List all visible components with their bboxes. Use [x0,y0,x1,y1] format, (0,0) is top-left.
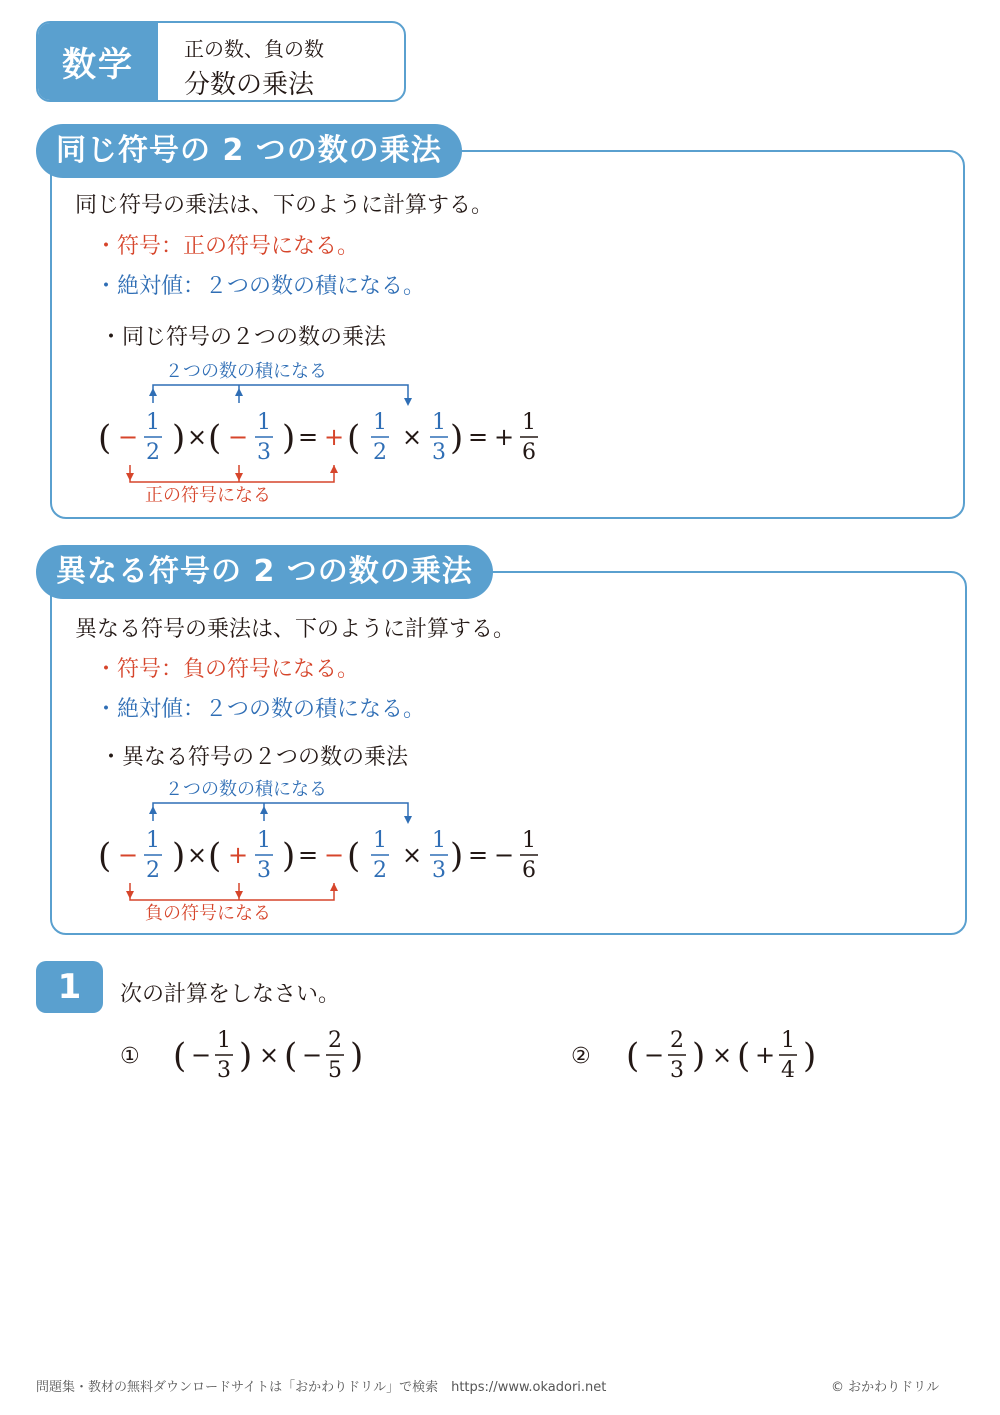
problem-item-1 [115,1025,375,1090]
section2-intro: 異なる符号の乗法は、下のように計算する。 [75,617,516,642]
svg-text:): ) [282,418,296,458]
svg-text:=: = [468,423,489,451]
section2-rule-sign: ・符号：負の符号になる。 [95,657,360,682]
footer-left: 問題集・教材の無料ダウンロードサイトは「おかわりドリル」で検索 https://www.okadori.net [36,1380,607,1395]
svg-text:1: 1 [522,410,536,435]
svg-text:2: 2 [328,1028,342,1053]
svg-text:−: − [228,423,249,451]
section1-top-annotation: ２つの数の積になる [165,361,327,382]
svg-text:5: 5 [328,1058,342,1083]
problem-item-2 [566,1025,826,1090]
section2-example-label: ・異なる符号の２つの数の乗法 [100,745,409,770]
svg-text:3: 3 [432,858,446,883]
svg-text:×: × [259,1041,280,1069]
svg-text:): ) [282,836,296,876]
svg-text:1: 1 [781,1028,795,1053]
svg-text:3: 3 [217,1058,231,1083]
svg-text:1: 1 [432,828,446,853]
svg-text:−: − [302,1041,323,1069]
footer-copyright: © おかわりドリル [831,1380,940,1395]
svg-text:1: 1 [432,410,446,435]
svg-text:2: 2 [670,1028,684,1053]
section2-top-annotation: ２つの数の積になる [165,779,327,800]
section2-bottom-annotation: 負の符号になる [145,903,271,924]
svg-text:(: ( [208,836,222,876]
svg-text:−: − [191,1041,212,1069]
svg-text:(: ( [208,418,222,458]
svg-text:6: 6 [522,440,536,465]
section1-title: 同じ符号の 2 つの数の乗法 [36,124,462,178]
svg-text:+: + [228,841,249,869]
svg-text:1: 1 [146,410,160,435]
svg-text:): ) [172,418,186,458]
svg-text:+: + [494,423,515,451]
section2-title: 異なる符号の 2 つの数の乗法 [36,545,493,599]
svg-text:1: 1 [257,410,271,435]
svg-text:×: × [402,423,423,451]
svg-text:+: + [324,423,345,451]
section1-rule-sign: ・符号：正の符号になる。 [95,234,360,259]
svg-text:(: ( [737,1036,751,1076]
svg-text:×: × [402,841,423,869]
svg-text:−: − [118,841,139,869]
svg-text:=: = [298,841,319,869]
svg-text:): ) [172,836,186,876]
svg-text:×: × [187,841,208,869]
header-box [36,21,406,102]
svg-text:): ) [803,1036,817,1076]
svg-text:−: − [494,841,515,869]
svg-text:2: 2 [373,440,387,465]
svg-text:−: − [644,1041,665,1069]
section1-bottom-bracket [130,465,334,482]
svg-text:1: 1 [373,828,387,853]
svg-text:6: 6 [522,858,536,883]
svg-text:=: = [298,423,319,451]
svg-text:(: ( [284,1036,298,1076]
svg-text:(: ( [173,1036,187,1076]
svg-text:(: ( [347,836,361,876]
section1-intro: 同じ符号の乗法は、下のように計算する。 [75,193,494,218]
svg-text:(: ( [98,836,112,876]
problem-instruction: 次の計算をしなさい。 [120,982,341,1007]
svg-text:4: 4 [781,1058,795,1083]
svg-text:=: = [468,841,489,869]
svg-text:): ) [450,836,464,876]
svg-text:): ) [692,1036,706,1076]
problem-item-1-label: ① [120,1044,140,1069]
svg-text:1: 1 [257,828,271,853]
svg-text:1: 1 [373,410,387,435]
section1-equation [90,355,570,510]
unit-title: 正の数、負の数 [184,37,324,61]
svg-text:3: 3 [670,1058,684,1083]
section2-equation [90,773,570,928]
svg-text:(: ( [626,1036,640,1076]
section1-example-label: ・同じ符号の２つの数の乗法 [100,325,387,350]
subject-label: 数学 [38,23,158,100]
problem-number: 1 [36,961,103,1013]
section1-rule-abs: ・絶対値：２つの数の積になる。 [95,274,426,299]
svg-text:(: ( [98,418,112,458]
svg-text:−: − [118,423,139,451]
svg-text:−: − [324,841,345,869]
svg-text:1: 1 [522,828,536,853]
svg-text:): ) [350,1036,364,1076]
svg-text:3: 3 [432,440,446,465]
svg-text:): ) [450,418,464,458]
svg-text:2: 2 [146,858,160,883]
section2-rule-abs: ・絶対値：２つの数の積になる。 [95,697,426,722]
svg-text:×: × [187,423,208,451]
svg-text:×: × [712,1041,733,1069]
svg-text:): ) [239,1036,253,1076]
svg-text:3: 3 [257,440,271,465]
problem-item-2-label: ② [571,1044,591,1069]
section2-top-bracket [153,803,408,821]
svg-text:2: 2 [373,858,387,883]
svg-text:+: + [755,1041,776,1069]
svg-text:1: 1 [217,1028,231,1053]
topic-title: 分数の乗法 [184,70,315,100]
section2-bottom-bracket [130,883,334,900]
svg-text:3: 3 [257,858,271,883]
section1-top-bracket [153,385,408,403]
svg-text:2: 2 [146,440,160,465]
svg-text:1: 1 [146,828,160,853]
section1-bottom-annotation: 正の符号になる [145,485,271,506]
svg-text:(: ( [347,418,361,458]
